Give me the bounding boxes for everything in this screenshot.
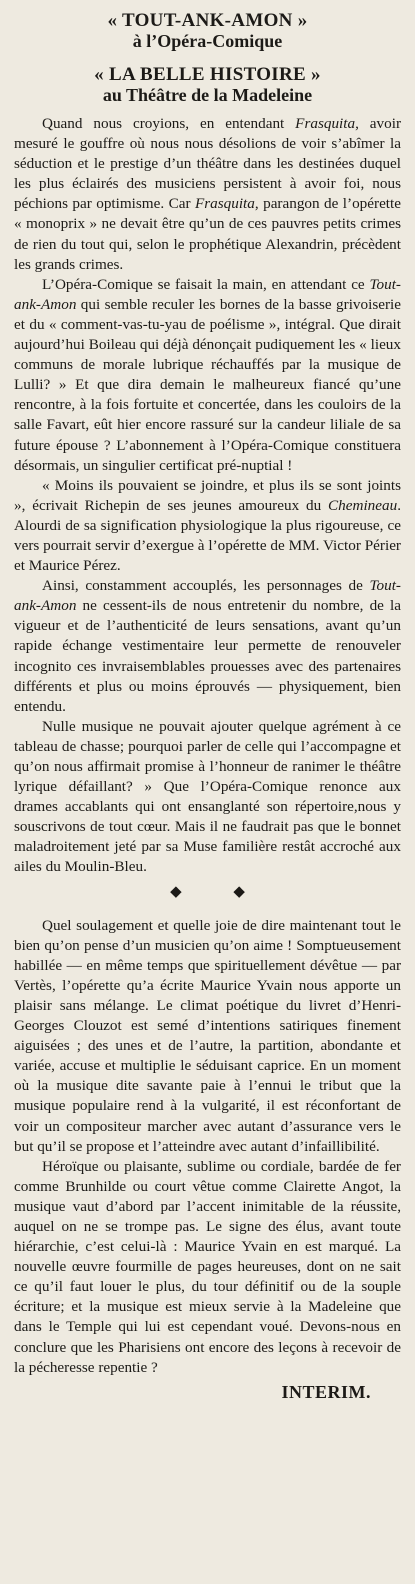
- headline-title-1: « TOUT-ANK-AMON »: [107, 10, 308, 31]
- text-run: ne cessent-ils de nous entretenir du nombre, de la vigueur et de l’authenticité de leurs sensations, avant qu’un rapide échange vestimentaire leur permette de renouveler incognito ces invraisemblables prouesses avec des partenaires différents et plus ou moins éprouvés — physiquement, bien entendu.: [14, 597, 401, 715]
- italic-title: Frasquita: [295, 115, 356, 132]
- author-signature: INTERIM.: [281, 1381, 371, 1402]
- italic-title: Chemineau: [328, 496, 398, 514]
- italic-title: Frasquita: [194, 195, 255, 213]
- headline-subtitle-2: au Théâtre de la Madeleine: [102, 85, 313, 105]
- italic-title: Tout-ank-Amon: [14, 577, 401, 615]
- text-run: Nulle musique ne pouvait ajouter quelque agrément à ce tableau de chasse; pourquoi parler de celle qui l’accompagne et qu’on nous affirmait promise à l’honneur de ranimer le théâtre lyrique défaillant? » Que l’Opéra-Comique renonce aux drames accablants qui ont ensanglanté son répertoire,nous y souscrivons de tout cœur. Mais il ne faudrait pas que le bonnet maladroitement jeté par sa Muse familière restât accroché aux ailes du Moulin-Bleu.: [14, 717, 401, 876]
- article-part-2: [14, 916, 401, 1378]
- text-run: « Moins ils pouvaient se joindre, et plus ils se sont joints », écrivait Richepin de ses jeunes amoureux du: [14, 476, 401, 514]
- section-separator: ◆ ◆: [170, 883, 269, 900]
- headline-subtitle-1: à l’Opéra-Comique: [132, 31, 283, 51]
- text-run: , parangon de l’opérette « monoprix » ne devait être qu’un de ces pauvres petits crimes de rien du tout qui, selon le prophétique Alexandrin, précèdent les grands crimes.: [14, 195, 401, 273]
- article-part-1: [14, 114, 401, 878]
- text-run: . Alourdi de sa signification physiologique la plus rigoureuse, ce vers pourrait servir d’exergue à l’opérette de MM. Victor Périer et Maurice Pérez.: [14, 496, 401, 575]
- paragraph: [14, 476, 401, 576]
- paragraph: [14, 916, 401, 1157]
- italic-title: Tout-ank-Amon: [14, 275, 401, 313]
- article-body: [14, 114, 401, 1378]
- headline-gap: [14, 52, 401, 64]
- text-run: , avoir mesuré le gouffre où nous nous désolions de voir s’abîmer la séduction et le prestige d’un théâtre dans les destinées duquel les plus éclairés des musiciens persistent à avoir foi, nous péchions par optimisme. Car: [14, 115, 401, 213]
- text-run: L’Opéra-Comique se faisait la main, en attendant ce: [42, 275, 370, 293]
- paragraph: [14, 576, 401, 717]
- text-run: Héroïque ou plaisante, sublime ou cordiale, bardée de fer comme Brunhilde ou court vêtue comme Clairette Angot, la musique vaut d’abord par l’accent inimitable de la réussite, auquel on ne se trompe pas. Le signe des élus, avant toute hiérarchie, c’est celui-là : Maurice Yvain en est marqué. La nouvelle œuvre fourmille de pages heureuses, dont on ne sait ce qu’il faut louer le plus, du tour définitif ou de la souple écriture; et la musique est mieux servie à la Madeleine que dans le Temple qui lui est cependant voué. Devons-nous en conclure que les Pharisiens ont encore des leçons à recevoir de la pécheresse repentie ?: [14, 1157, 401, 1376]
- paragraph: [14, 275, 401, 476]
- paragraph: [14, 114, 401, 275]
- text-run: Quel soulagement et quelle joie de dire maintenant tout le bien qu’on pense d’un musicien qu’on aime ! Somptueusement habillée — en même temps que spirituellement dévêtue — par Vertès, l’opérette qu’a écrite Maurice Yvain nous apporte un plaisir sans mélange. Le climat poétique du livret d’Henri-Georges Clouzot est semé d’intentions satiriques finement aiguisées ; des unes et de l’autre, la partition, abondante et variée, accuse et multiplie le séduisant caprice. En un moment où la musique dite savante paie à l’ennui le tribut que la musique populaire rend à la vulgarité, il est réconfortant de voir un compositeur marcher avec autant d’assurance vers le but qu’il se propose et l’atteindre avec autant d’infaillibilité.: [14, 916, 401, 1155]
- text-run: Ainsi, constamment accouplés, les personnages de: [42, 577, 370, 595]
- text-run: Quand nous croyions, en entendant: [42, 115, 296, 132]
- text-run: qui semble reculer les bornes de la basse grivoiserie et du « comment-vas-tu-yau de poélisme », intégral. Que dirait aujourd’hui Boileau qui déjà dénonçait pudiquement les « lieux communs de morale lubrique réchauffés par la musique de Lulli? » Et que dira demain le malheureux fiancé qu’une rencontre, à la fois fortuite et concertée, dans les couloirs de la salle Favart, eût hier encore rassuré sur la candeur liliale de sa future épouse ? L’abonnement à l’Opéra-Comique constituera désormais, un singulier certificat pré-nuptial !: [14, 295, 401, 474]
- headline-title-2: « LA BELLE HISTOIRE »: [94, 64, 321, 85]
- paragraph: [14, 1157, 401, 1378]
- paragraph: [14, 717, 401, 878]
